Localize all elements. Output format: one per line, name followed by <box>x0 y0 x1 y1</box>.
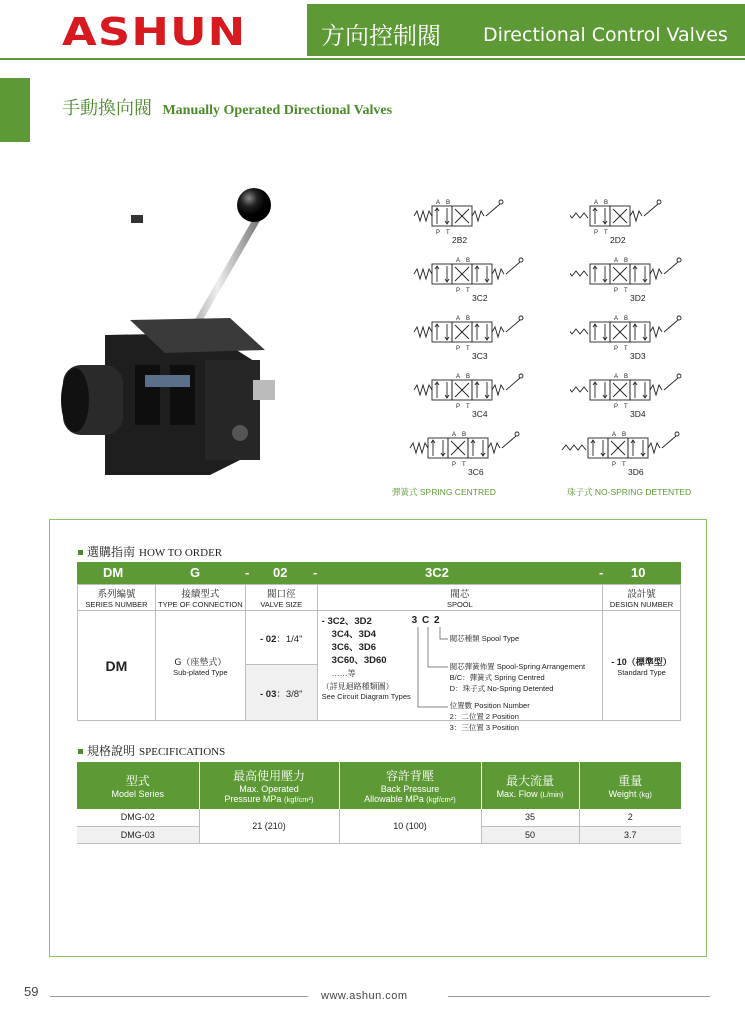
svg-text:B: B <box>604 200 609 206</box>
spec-hdr-model: 型式 Model Series <box>77 762 199 809</box>
order-code-bar <box>77 562 681 584</box>
svg-text:A: A <box>614 374 619 380</box>
code-dash-2: - <box>313 565 318 580</box>
svg-text:P: P <box>612 462 617 468</box>
svg-text:A: A <box>456 374 461 380</box>
cell-series: DM <box>78 611 156 721</box>
svg-text:A: A <box>612 432 617 438</box>
header-band <box>307 4 745 56</box>
svg-text:B: B <box>446 200 451 206</box>
svg-text:A: A <box>436 200 441 206</box>
hdr-size: 閥口徑 VALVE SIZE <box>245 585 317 611</box>
table-row: DMG-03 50 3.7 <box>77 826 681 843</box>
footer-line-right <box>448 996 710 997</box>
svg-text:B: B <box>466 374 471 380</box>
symbol-label: 3C4 <box>472 409 488 419</box>
symbol-label: 3C2 <box>472 293 488 303</box>
hdr-series: 系列編號 SERIES NUMBER <box>78 585 156 611</box>
ashun-logo: ASHUN <box>62 10 247 54</box>
valve-symbol-3d4 <box>570 370 700 410</box>
svg-text:A: A <box>614 316 619 322</box>
svg-text:T: T <box>462 462 466 468</box>
header-divider <box>0 58 745 60</box>
symbol-label: 3C6 <box>468 467 484 477</box>
svg-text:A: A <box>594 200 599 206</box>
order-table <box>77 584 681 732</box>
svg-text:P: P <box>436 230 441 236</box>
svg-text:A: A <box>456 258 461 264</box>
code-size: 02 <box>273 565 288 580</box>
svg-text:P: P <box>456 346 461 352</box>
svg-text:B: B <box>624 258 629 264</box>
svg-text:T: T <box>604 230 608 236</box>
cell-spool: - 3C2、3D2 3C4、3D4 3C6、3D6 3C60、3D60 ……等 （詳見迴路種類圖） See Circuit Diagram Types 3 C 2 閥芯種類 Spool Type 閥芯彈簧佈置 Spool-Spring Arrangement B/C：彈簧式 Spring Centred D：珠子式 No-Spring Detented 位置數 Position Number 2：二位置 2 Position 3：三位置 3 Position <box>317 611 602 721</box>
page-number: 59 <box>24 984 39 999</box>
legend-spring-centred: 彈簧式 SPRING CENTRED <box>392 487 496 497</box>
cell-connection: G（座墊式） Sub-plated Type <box>155 611 245 721</box>
svg-text:P: P <box>614 346 619 352</box>
valve-symbol-3d2 <box>570 254 700 294</box>
hdr-connection: 接續型式 TYPE OF CONNECTION <box>155 585 245 611</box>
symbol-label: 2D2 <box>610 235 626 245</box>
header-title-en: Directional Control Valves <box>483 24 728 46</box>
svg-text:P: P <box>614 404 619 410</box>
svg-text:B: B <box>624 316 629 322</box>
svg-text:A: A <box>614 258 619 264</box>
how-to-order-title: 選購指南 HOW TO ORDER <box>78 543 222 560</box>
symbol-label: 2B2 <box>452 235 468 245</box>
bullet-icon <box>78 749 83 754</box>
table-row: DMG-02 21 (210) 10 (100) 35 2 <box>77 809 681 826</box>
svg-text:T: T <box>624 346 628 352</box>
hdr-design: 設計號 DESIGN NUMBER <box>603 585 681 611</box>
page-title-en: Manually Operated Directional Valves <box>162 103 393 118</box>
svg-text:P: P <box>614 288 619 294</box>
svg-text:A: A <box>452 432 457 438</box>
code-dash-1: - <box>245 565 250 580</box>
valve-symbol-2d2 <box>570 196 700 236</box>
svg-text:A: A <box>456 316 461 322</box>
symbol-label: 3D2 <box>630 293 646 303</box>
spec-table <box>77 762 681 844</box>
side-tab <box>0 78 30 142</box>
cell-size-03: - 03：3/8" <box>245 665 317 721</box>
spec-hdr-weight: 重量 Weight (kg) <box>579 762 681 809</box>
valve-symbol-3c2 <box>412 254 542 294</box>
svg-text:P: P <box>594 230 599 236</box>
valve-symbol-3c3 <box>412 312 542 352</box>
code-spool: 3C2 <box>425 565 449 580</box>
spec-back-pressure: 10 (100) <box>339 809 481 843</box>
svg-text:T: T <box>466 288 470 294</box>
valve-symbol-3c6 <box>370 428 540 468</box>
valve-photo <box>55 175 295 480</box>
svg-text:P: P <box>456 288 461 294</box>
svg-text:T: T <box>624 288 628 294</box>
svg-text:B: B <box>622 432 627 438</box>
symbol-label: 3D6 <box>628 467 644 477</box>
svg-text:B: B <box>462 432 467 438</box>
svg-text:P: P <box>452 462 457 468</box>
cell-size-02: - 02：1/4" <box>245 611 317 665</box>
spec-pressure: 21 (210) <box>199 809 339 843</box>
svg-text:T: T <box>622 462 626 468</box>
cell-design: - 10（標準型） Standard Type <box>603 611 681 721</box>
valve-symbol-2b2 <box>412 196 542 236</box>
header-title-zh: 方向控制閥 <box>321 22 441 50</box>
code-design: 10 <box>631 565 646 580</box>
hdr-spool: 閥芯 SPOOL <box>317 585 602 611</box>
spec-hdr-back-pressure: 容許背壓 Back Pressure Allowable MPa (kgf/cm²) <box>339 762 481 809</box>
spec-hdr-pressure: 最高使用壓力 Max. Operated Pressure MPa (kgf/cm²) <box>199 762 339 809</box>
footer-line-left <box>50 996 308 997</box>
spec-hdr-flow: 最大流量 Max. Flow (L/min) <box>481 762 579 809</box>
page-title <box>62 94 392 120</box>
symbol-label: 3C3 <box>472 351 488 361</box>
code-dash-3: - <box>599 565 604 580</box>
page-title-zh: 手動換向閥 <box>62 98 152 119</box>
svg-text:T: T <box>624 404 628 410</box>
svg-text:P: P <box>456 404 461 410</box>
svg-text:B: B <box>466 258 471 264</box>
footer-url: www.ashun.com <box>321 990 408 1002</box>
bullet-icon <box>78 550 83 555</box>
legend-no-spring-detented: 珠子式 NO-SPRING DETENTED <box>567 487 692 497</box>
code-series: DM <box>103 565 124 580</box>
svg-text:T: T <box>466 404 470 410</box>
symbol-label: 3D4 <box>630 409 646 419</box>
valve-symbol-3d6 <box>530 428 700 468</box>
svg-text:T: T <box>466 346 470 352</box>
svg-text:B: B <box>624 374 629 380</box>
valve-symbol-3d3 <box>570 312 700 352</box>
valve-symbol-3c4 <box>412 370 542 410</box>
code-connection: G <box>190 565 201 580</box>
specifications-title: 規格說明 SPECIFICATIONS <box>78 742 225 759</box>
symbol-label: 3D3 <box>630 351 646 361</box>
svg-text:B: B <box>466 316 471 322</box>
svg-text:T: T <box>446 230 450 236</box>
